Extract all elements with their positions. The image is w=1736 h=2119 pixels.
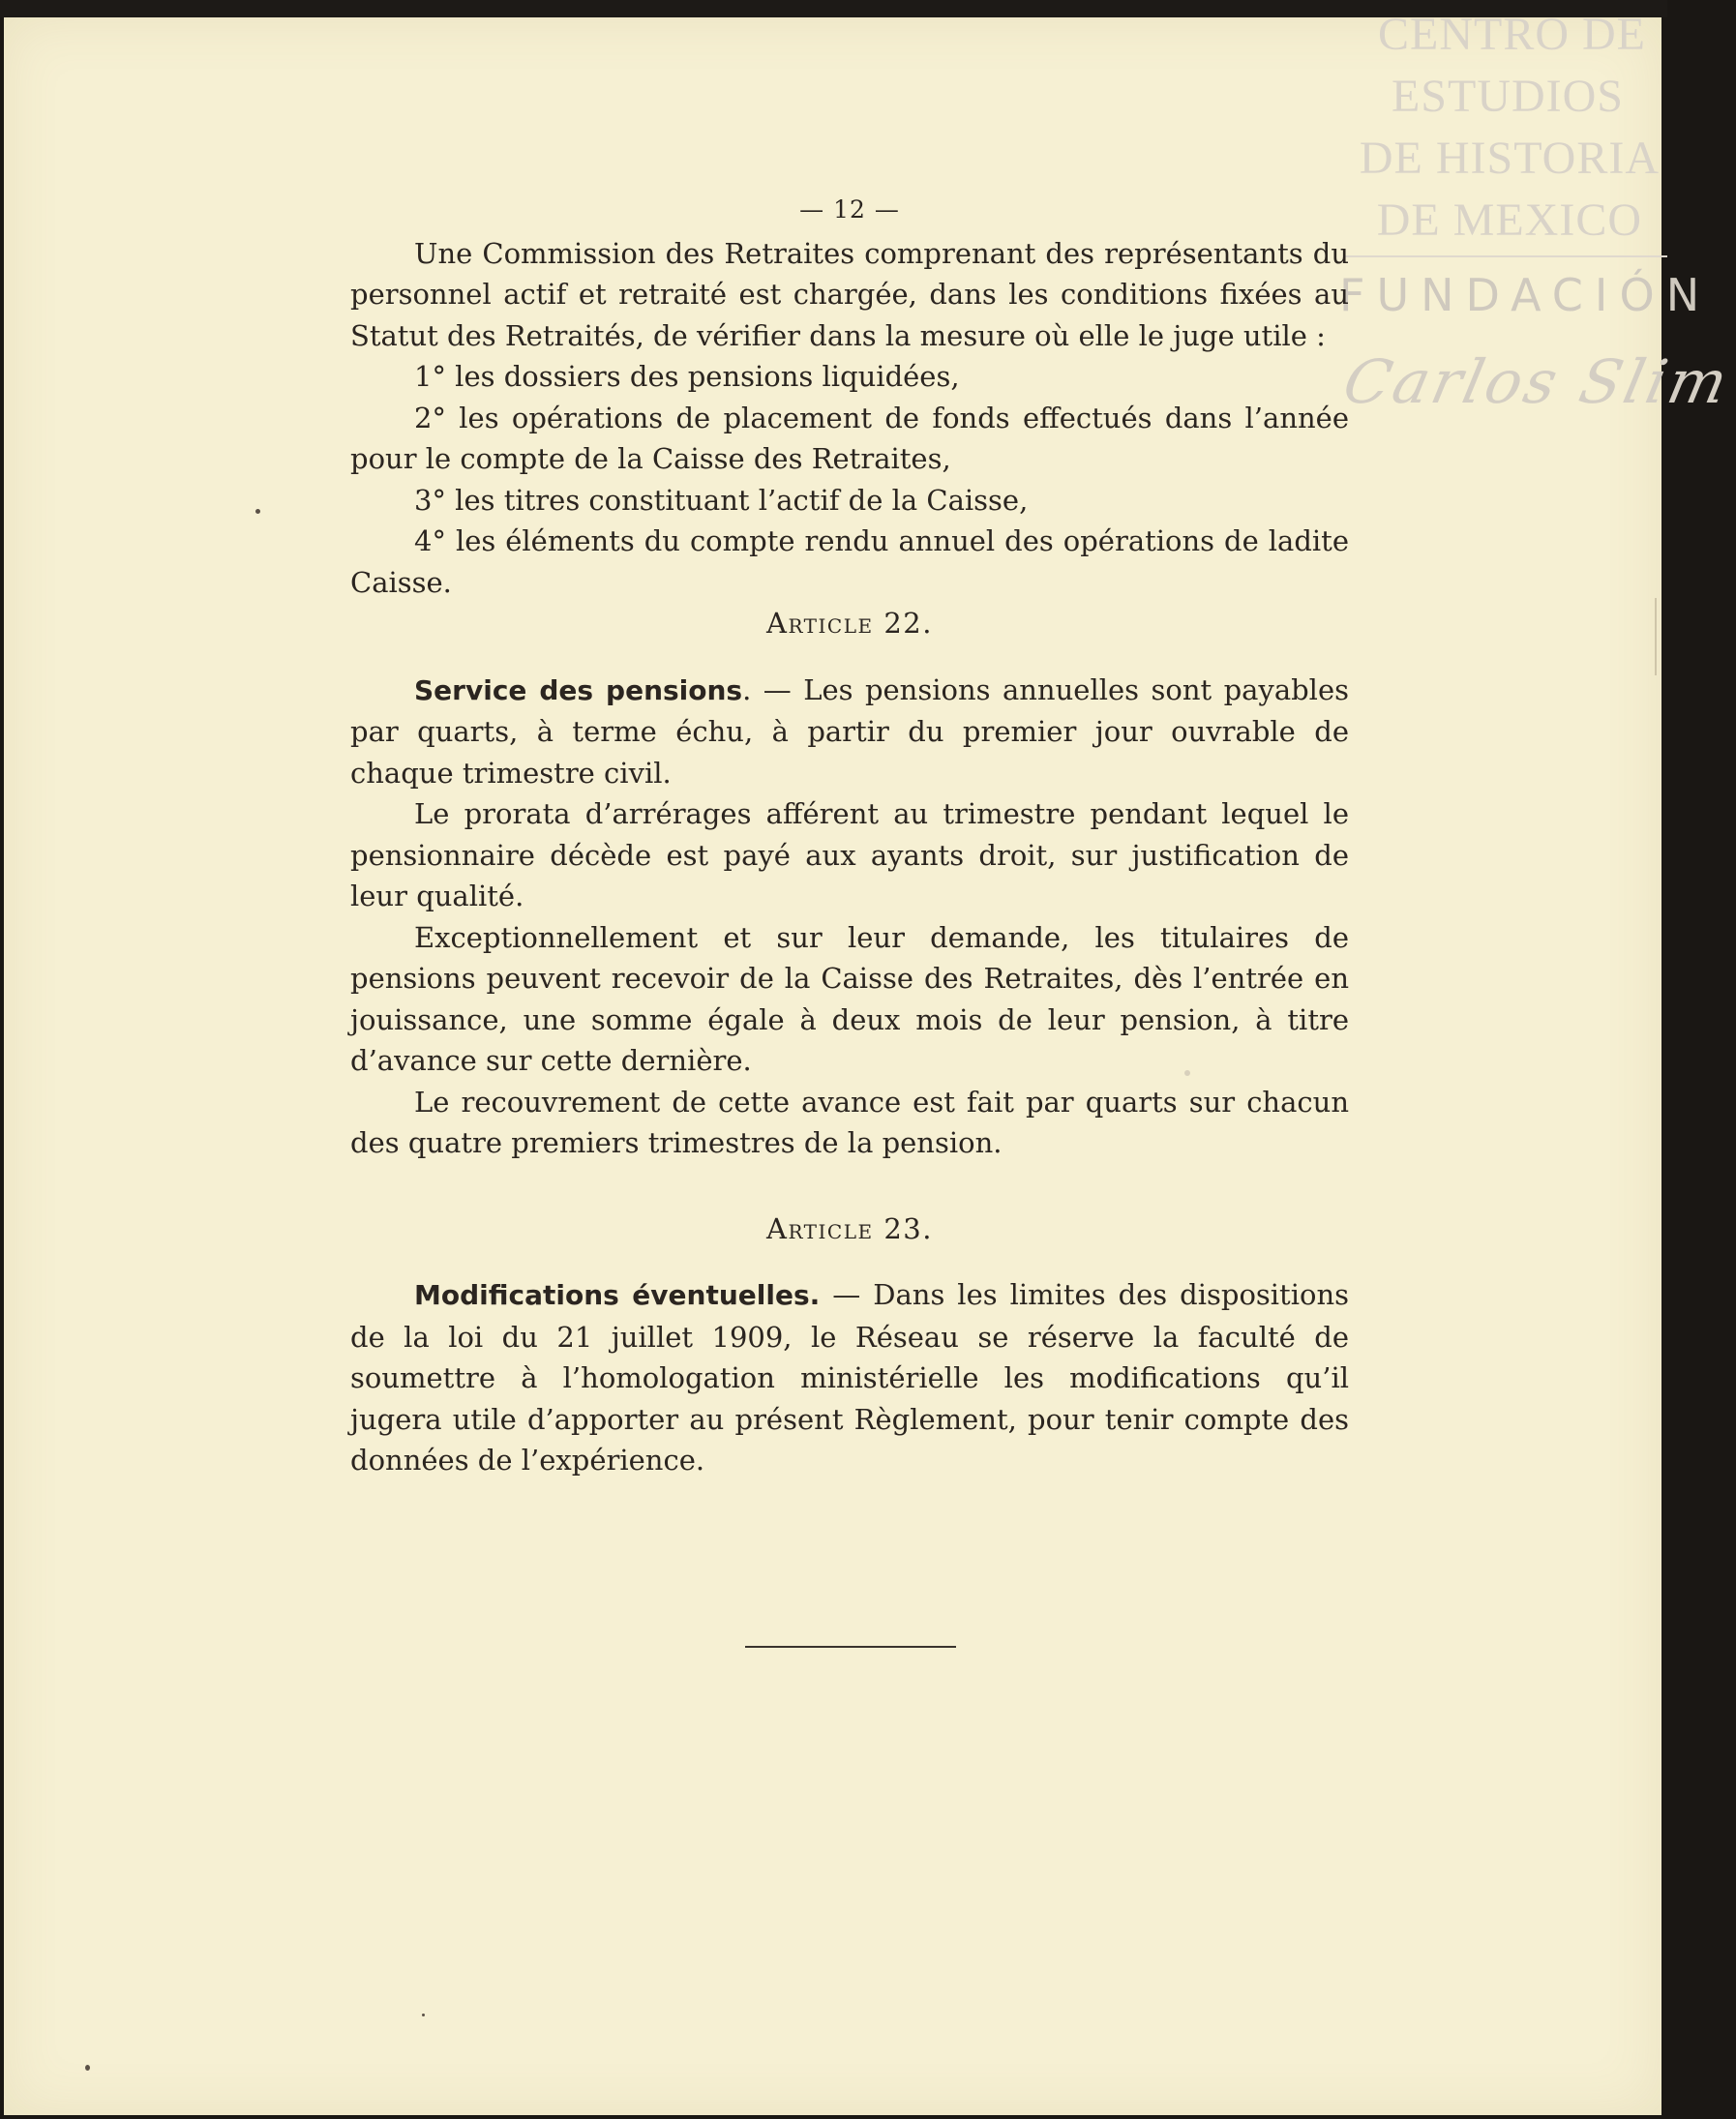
- paragraph-commission: Une Commission des Retraites comprenant des représentants du personnel actif et retraité est chargée, dans les conditions fixées au Statut des Retraités, de vérifier dans la mesure où elle le juge utile :: [350, 236, 1349, 352]
- article-23-lead: Modifications éventuelles.: [414, 1279, 821, 1311]
- article-22-heading: Article 22.: [766, 607, 933, 640]
- article-23-heading: Article 23.: [766, 1211, 933, 1245]
- article-22-lead: Service des pensions: [414, 673, 743, 706]
- watermark-line-2: ESTUDIOS: [1391, 71, 1624, 122]
- paper-speck: [255, 509, 260, 514]
- document-body: [350, 190, 1349, 1481]
- list-item-3: 3° les titres constituant l’actif de la Caisse,: [414, 483, 1029, 517]
- article-22-first-paragraph: [350, 670, 1349, 794]
- article-23-paragraph: [350, 1274, 1349, 1481]
- article-23-lead-text: — Dans les limites des dispositions de la loi du 21 juillet 1909, le Réseau se réserve la faculté de soumettre à l’homologation ministérielle les modifications qu’il jugera utile d’apporter au présent Règlement, pour tenir compte des données de l’expérience.: [350, 1278, 1350, 1477]
- watermark-line-3: DE HISTORIA: [1359, 133, 1660, 184]
- page-number: — 12 —: [799, 195, 900, 224]
- list-item-2: 2° les opérations de placement de fonds effectués dans l’année pour le compte de la Caisse des Retraites,: [350, 401, 1349, 475]
- watermark-foundation: FUNDACIÓN: [1339, 269, 1712, 321]
- paper-speck: [422, 2014, 425, 2016]
- watermark-line-4: DE MEXICO: [1376, 194, 1642, 246]
- article-22-lead-text: . — Les pensions annuelles sont payables par quarts, à terme échu, à partir du premier jour ouvrable de chaque trimestre civil.: [350, 672, 1349, 790]
- article-22-paragraph-4: Le recouvrement de cette avance est fait par quarts sur chacun des quatre premiers trimestres de la pension.: [350, 1085, 1349, 1159]
- watermark-line-1: CENTRO DE: [1378, 9, 1646, 60]
- end-rule: [745, 1646, 956, 1648]
- list-item-1: 1° les dossiers des pensions liquidées,: [414, 360, 960, 393]
- page-edge-mark: [1655, 598, 1662, 675]
- watermark-rule: [1345, 255, 1667, 257]
- paper-speck: [1184, 1070, 1190, 1076]
- article-22-paragraph-2: Le prorata d’arrérages afférent au trimestre pendant lequel le pensionnaire décède est payé aux ayants droit, sur justification de leur qualité.: [350, 797, 1349, 912]
- list-item-4: 4° les éléments du compte rendu annuel des opérations de ladite Caisse.: [350, 524, 1349, 599]
- article-22-paragraph-3: Exceptionnellement et sur leur demande, les titulaires de pensions peuvent recevoir de la Caisse des Retraites, dès l’entrée en jouissance, une somme égale à deux mois de leur pension, à titre d’avance sur cette dernière.: [350, 920, 1349, 1077]
- paper-speck: [85, 2065, 90, 2071]
- watermark-signature: Carlos Slim: [1337, 346, 1736, 417]
